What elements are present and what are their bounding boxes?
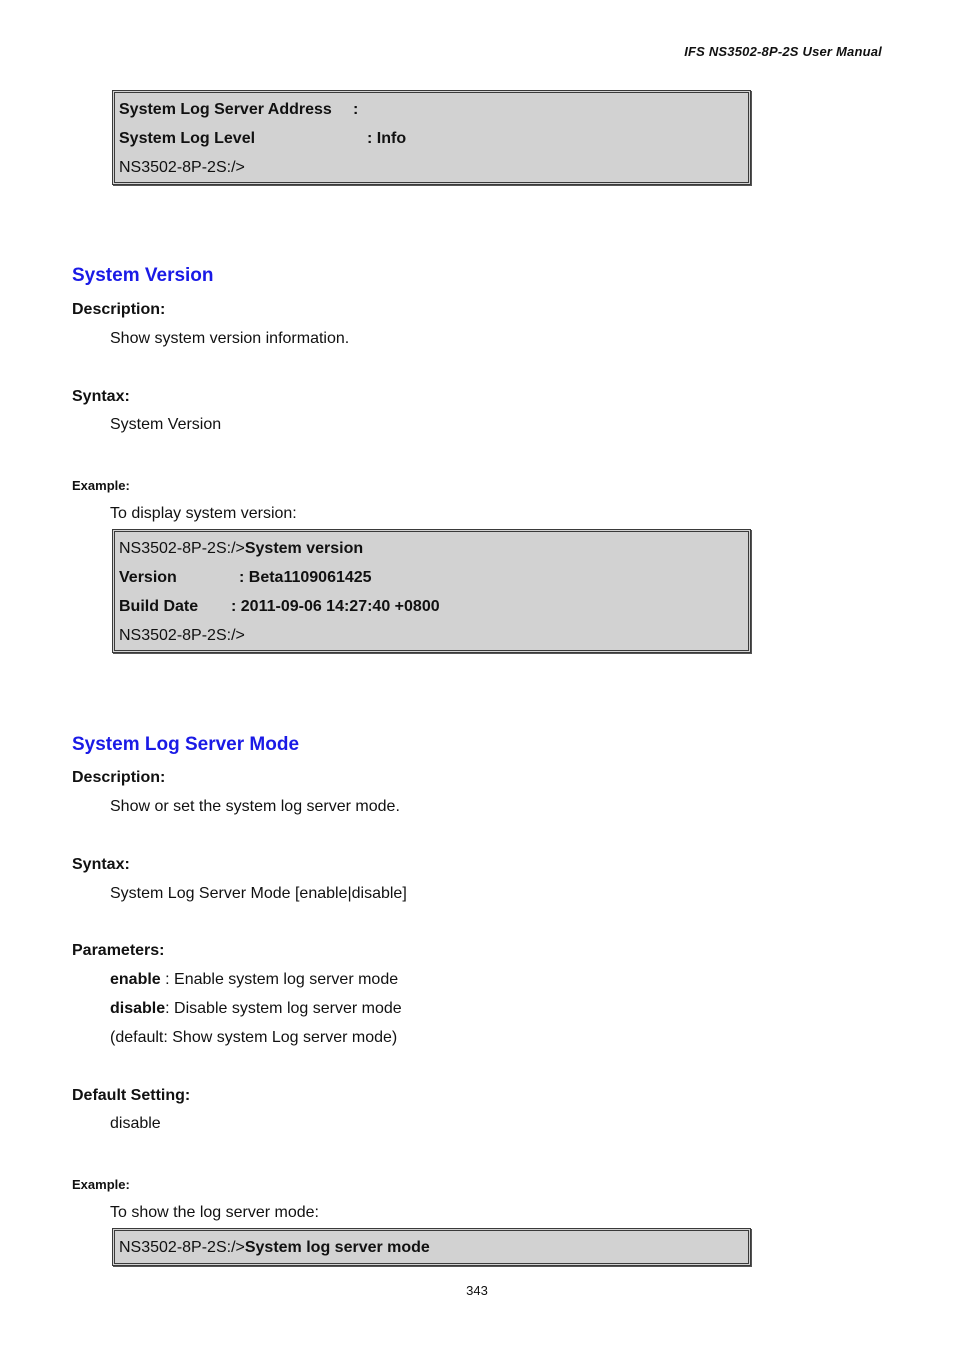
console-box-log-server	[112, 90, 751, 185]
example-label: Example:	[72, 1177, 130, 1192]
console-version-value: : Beta1109061425	[239, 569, 372, 586]
param-disable-name: disable	[110, 1000, 166, 1017]
description-text: Show or set the system log server mode.	[110, 798, 400, 815]
syntax-text: System Version	[110, 416, 222, 433]
console-line-level-value: : Info	[367, 130, 407, 147]
console-line-address-label: System Log Server Address	[119, 101, 332, 118]
syntax-text: System Log Server Mode [enable|disable]	[110, 885, 407, 902]
console-box-system-version	[112, 529, 751, 653]
console-prompt: NS3502-8P-2S:/>	[119, 1239, 245, 1256]
default-setting-value: disable	[110, 1115, 161, 1132]
syntax-label: Syntax:	[72, 388, 130, 405]
console-prompt: NS3502-8P-2S:/>	[119, 159, 245, 176]
default-setting-label: Default Setting:	[72, 1087, 191, 1104]
section-title-system-version: System Version	[72, 265, 214, 286]
example-text: To display system version:	[110, 505, 297, 522]
console-line-command	[119, 1239, 430, 1257]
console-build-label: Build Date	[119, 598, 199, 615]
param-enable-name: enable	[110, 971, 161, 988]
console-command: System log server mode	[244, 1239, 430, 1256]
console-line-address-sep: :	[353, 101, 359, 118]
description-text: Show system version information.	[110, 330, 350, 347]
console-prompt: NS3502-8P-2S:/>	[119, 540, 245, 557]
console-build-value: : 2011-09-06 14:27:40 +0800	[231, 598, 440, 615]
example-text: To show the log server mode:	[110, 1204, 319, 1221]
section-title-log-server-mode: System Log Server Mode	[72, 734, 300, 755]
param-disable-desc: : Disable system log server mode	[165, 1000, 402, 1017]
description-label: Description:	[72, 301, 166, 318]
parameters-label: Parameters:	[72, 942, 165, 959]
console-line-level-label: System Log Level	[119, 130, 256, 147]
syntax-label: Syntax:	[72, 856, 130, 873]
page-number: 343	[466, 1283, 488, 1298]
console-box-log-server-mode	[112, 1228, 751, 1266]
param-enable	[110, 971, 398, 989]
example-label: Example:	[72, 478, 130, 493]
param-default: (default: Show system Log server mode)	[110, 1029, 398, 1046]
console-command: System version	[244, 540, 364, 557]
console-end-prompt: NS3502-8P-2S:/>	[119, 627, 245, 644]
param-disable	[110, 1000, 402, 1018]
param-enable-desc: : Enable system log server mode	[160, 971, 399, 988]
console-version-label: Version	[119, 569, 177, 586]
console-line-command	[119, 540, 363, 558]
running-header: IFS NS3502-8P-2S User Manual	[684, 44, 882, 59]
description-label: Description:	[72, 769, 166, 786]
